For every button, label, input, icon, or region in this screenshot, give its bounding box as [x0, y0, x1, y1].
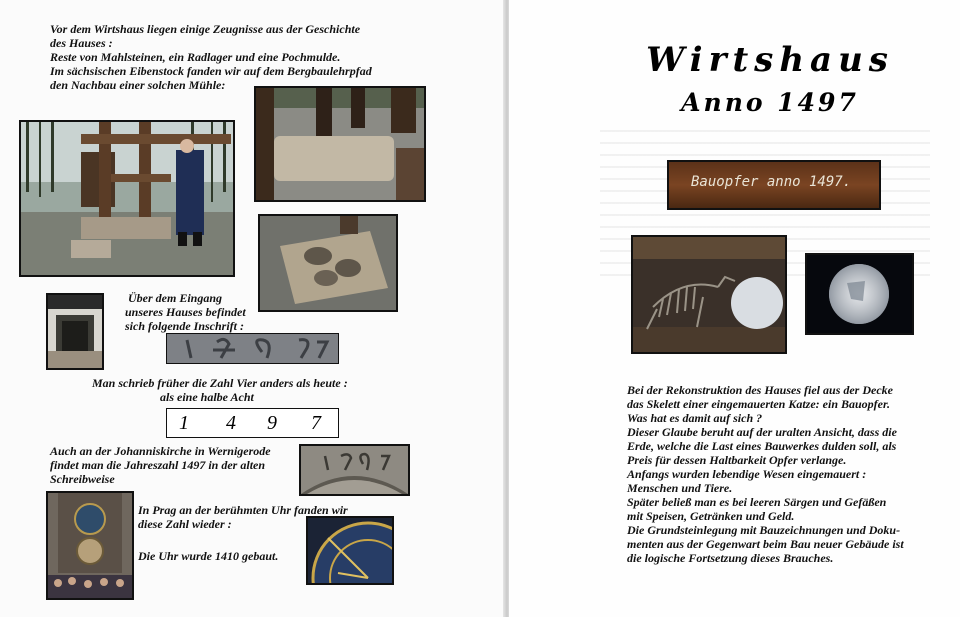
stamp-trough-photo — [258, 214, 398, 312]
clock-dial-detail-photo — [306, 516, 394, 585]
carved-inscription-photo — [166, 333, 339, 364]
prague-clock-tower-photo — [46, 491, 134, 600]
intro-text: Vor dem Wirtshaus liegen einige Zeugnisse aus der Geschichte des Hauses : Reste von Mahlsteinen, ein Radlager und eine Pochmulde. Im sächsischen Eibenstock fanden wir auf dem Bergbaulehrpfad den Nachbau einer solchen Mühle: — [50, 22, 372, 92]
church-text: Auch an der Johanniskirche in Wernigerode findet man die Jahreszahl 1497 in der alten Schreibweise — [50, 444, 271, 486]
clock-built-text: Die Uhr wurde 1410 gebaut. — [138, 549, 279, 563]
bauopfer-text: Bei der Rekonstruktion des Hauses fiel aus der Decke das Skelett einer eingemauerten Katze: ein Bauopfer. Was hat es damit auf sich ? Dieser Glaube beruht auf der uralten Ansicht, dass die Erde, welche die Last eines Bauwerkes dulden soll, als Preis für dessen Haltbarkeit Opfer verlange. Anfangs wurden lebendige Wesen eingemauert : Menschen und Tiere. Später beließ man es bei leeren Särgen und Gefäßen mit Speisen, Getränken und Geld. Die Grundsteinlegung mit Bauzeichnungen und Doku- menten aus der Gegenwart beim Bau neuer Gebäude ist die logische Fortsetzung dieses Brauches. — [627, 383, 904, 565]
four-digit-text: Man schrieb früher die Zahl Vier anders als heute : als eine halbe Acht — [92, 376, 348, 404]
year-digit: 1 — [179, 412, 189, 434]
mill-replica-photo — [19, 120, 235, 277]
bauopfer-sign-photo — [667, 160, 881, 210]
prague-text: In Prag an der berühmten Uhr fanden wir diese Zahl wieder : — [138, 503, 348, 531]
cat-skull-photo — [805, 253, 914, 335]
church-inscription-photo — [299, 444, 410, 496]
year-box — [166, 408, 339, 438]
year-digit: 4 — [226, 412, 236, 434]
entrance-text: Über dem Eingang unseres Hauses befindet sich folgende Inschrift : — [125, 291, 246, 333]
millstone-base-photo — [254, 86, 426, 202]
page-subtitle: Anno 1497 — [681, 88, 859, 117]
year-digit: 7 — [311, 412, 321, 434]
sign-text: Bauopfer anno 1497. — [691, 174, 852, 190]
page-title: Wirtshaus — [646, 40, 894, 80]
cat-skeleton-photo — [631, 235, 787, 354]
year-digit: 9 — [267, 412, 277, 434]
inn-entrance-photo — [46, 293, 104, 370]
